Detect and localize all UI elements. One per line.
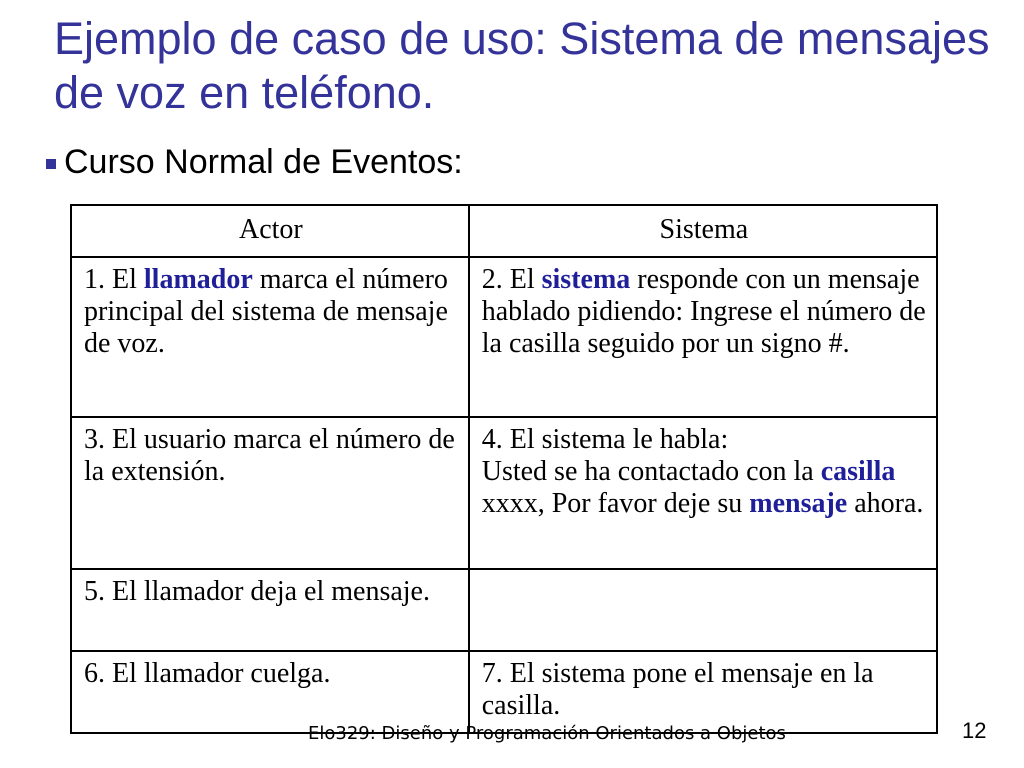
cell-text: 5. El llamador deja el mensaje. — [84, 576, 430, 607]
cell-text: 7. El sistema pone el mensaje en la casilla. — [481, 658, 874, 721]
cell-text: 6. El llamador cuelga. — [84, 658, 331, 689]
actor-cell — [71, 417, 469, 569]
actor-cell — [71, 569, 469, 651]
cell-text: 3. El usuario marca el número de la extensión. — [84, 424, 455, 487]
cell-text: 1. El — [84, 264, 144, 295]
table-row — [71, 569, 937, 651]
use-case-table — [70, 204, 938, 734]
table-row — [71, 417, 937, 569]
keyword-llamador: llamador — [143, 264, 253, 295]
cell-text: 4. El sistema le habla: — [481, 424, 729, 455]
slide-footer: Elo329: Diseño y Programación Orientados a Objetos — [308, 723, 786, 744]
actor-cell — [71, 257, 469, 417]
system-cell-empty — [469, 569, 937, 651]
actor-cell — [71, 651, 469, 733]
cell-text: Usted se ha contactado con la — [481, 456, 821, 487]
cell-text: responde con un mensaje hablado pidiendo: Ingrese el número de la casilla seguido por un signo #. — [481, 264, 926, 359]
cell-text: ahora. — [847, 488, 924, 519]
keyword-mensaje: mensaje — [749, 488, 848, 519]
cell-text: xxxx, Por favor deje su — [481, 488, 750, 519]
bullet-curso-normal — [46, 140, 463, 184]
keyword-casilla: casilla — [820, 456, 896, 487]
system-cell — [469, 257, 937, 417]
table-header-row — [71, 205, 937, 257]
page-number: 12 — [962, 718, 987, 743]
square-bullet-icon — [46, 159, 56, 169]
cell-text: 2. El — [481, 264, 542, 295]
system-cell — [469, 417, 937, 569]
header-sistema: Sistema — [469, 205, 937, 257]
system-cell — [469, 651, 937, 733]
table-row — [71, 651, 937, 733]
keyword-sistema: sistema — [541, 264, 631, 295]
table-row — [71, 257, 937, 417]
cell-text: marca el número principal del sistema de mensaje de voz. — [84, 264, 448, 359]
header-actor: Actor — [71, 205, 469, 257]
bullet-text: Curso Normal de Eventos: — [64, 143, 463, 181]
slide-title: Ejemplo de caso de uso: Sistema de mensajes de voz en teléfono. — [54, 13, 990, 118]
